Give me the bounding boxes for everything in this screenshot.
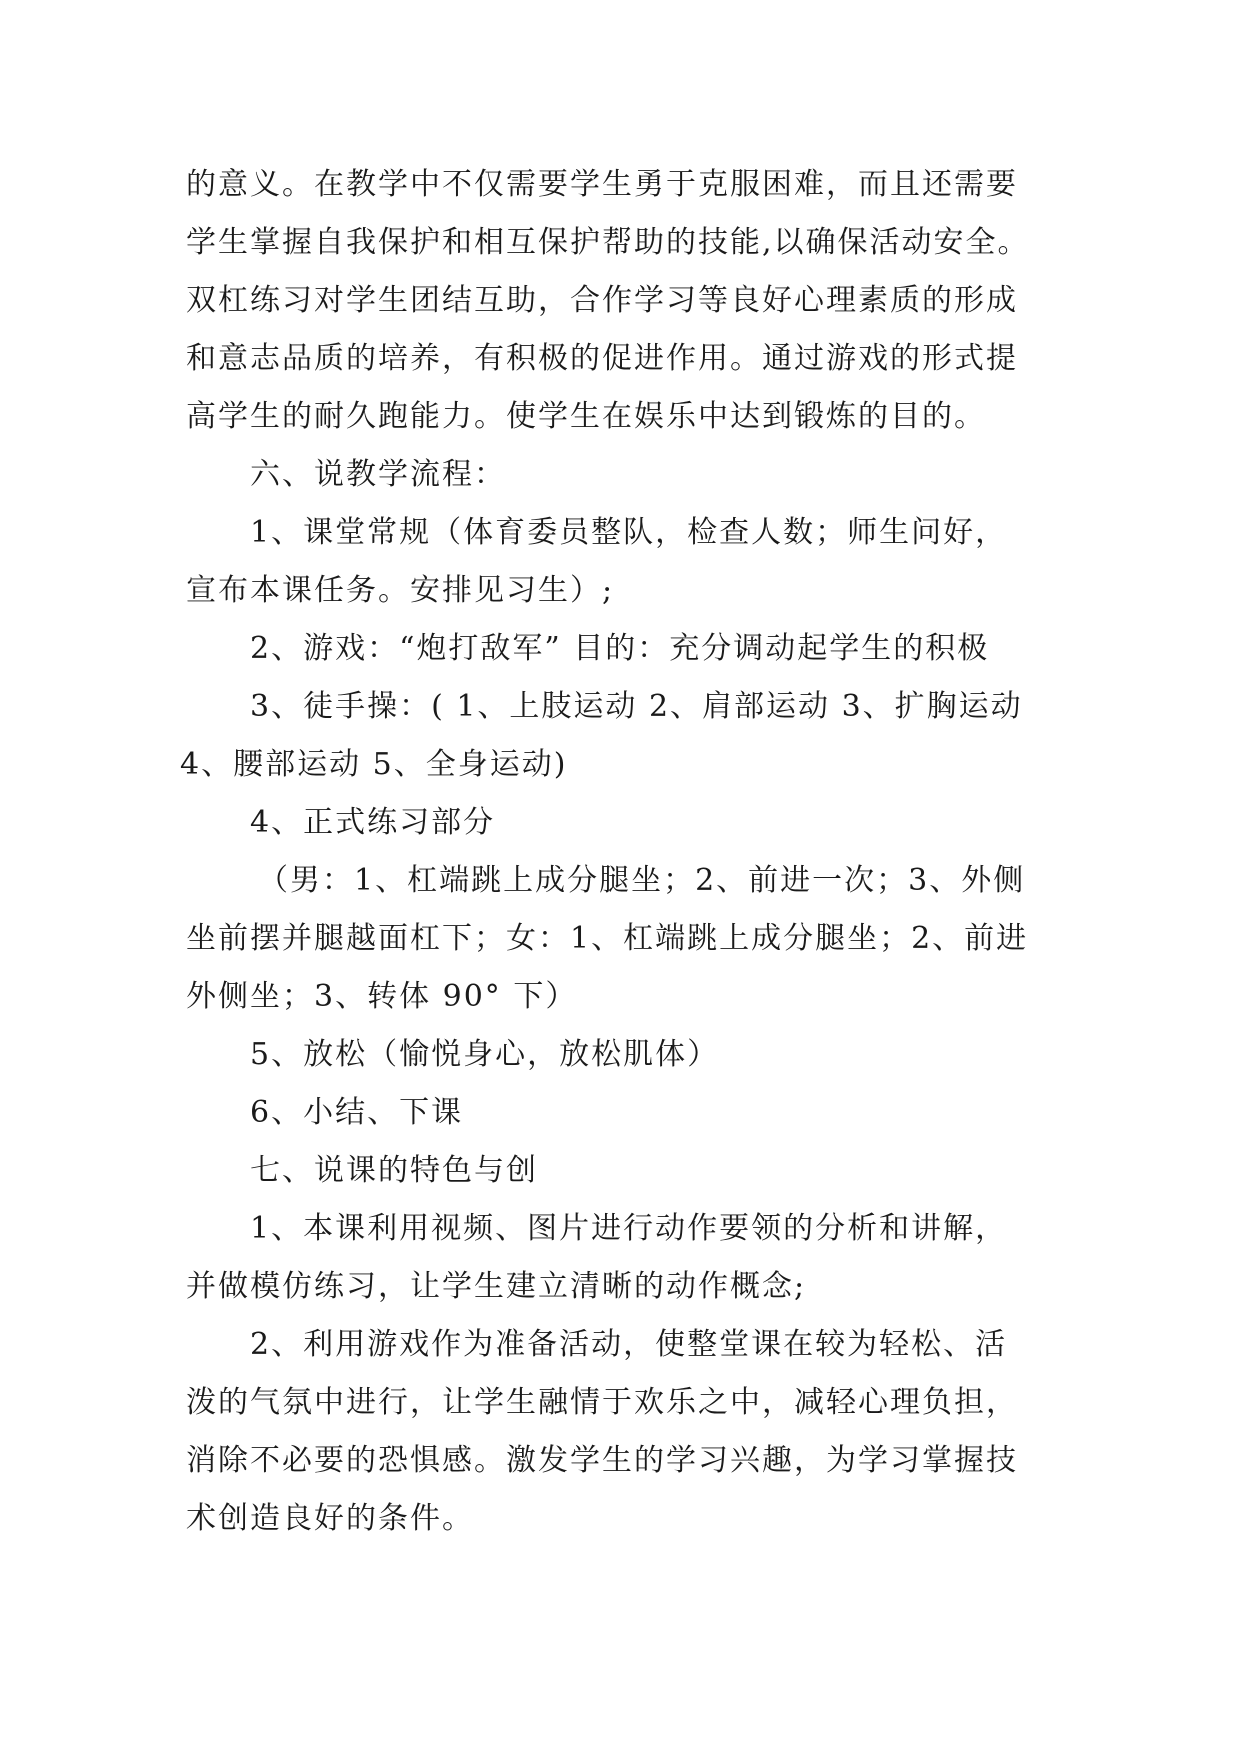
list-item-continuation: 宣布本课任务。安排见习生）; xyxy=(186,573,615,608)
list-item: 5、放松（愉悦身心，放松肌体） xyxy=(250,1037,720,1072)
list-item: 4、正式练习部分 xyxy=(250,805,496,840)
list-item-continuation: 消除不必要的恐惧感。激发学生的学习兴趣，为学习掌握技 xyxy=(186,1443,1018,1478)
list-item: 6、小结、下课 xyxy=(250,1095,464,1130)
paragraph-line: 的意义。在教学中不仅需要学生勇于克服困难，而且还需要 xyxy=(186,167,1018,202)
list-item: 2、游戏：“炮打敌军” 目的：充分调动起学生的积极 xyxy=(250,631,990,666)
list-item-continuation: 泼的气氛中进行，让学生融情于欢乐之中，减轻心理负担， xyxy=(186,1385,1018,1420)
list-item-continuation: 并做模仿练习，让学生建立清晰的动作概念; xyxy=(186,1269,807,1304)
list-item-continuation: 外侧坐；3、转体 90° 下） xyxy=(186,979,578,1014)
section-heading: 七、说课的特色与创 xyxy=(250,1153,538,1188)
list-item: 3、徒手操：( 1、上肢运动 2、肩部运动 3、扩胸运动 xyxy=(250,689,1023,724)
list-item-detail: （男：1、杠端跳上成分腿坐；2、前进一次；3、外侧 xyxy=(258,863,1026,898)
list-item: 2、利用游戏作为准备活动，使整堂课在较为轻松、活 xyxy=(250,1327,1008,1362)
list-item-continuation: 术创造良好的条件。 xyxy=(186,1501,474,1536)
list-item: 1、本课利用视频、图片进行动作要领的分析和讲解， xyxy=(250,1211,1008,1246)
list-item-continuation: 4、腰部运动 5、全身运动) xyxy=(180,747,568,782)
paragraph-line: 高学生的耐久跑能力。使学生在娱乐中达到锻炼的目的。 xyxy=(186,399,986,434)
paragraph-line: 双杠练习对学生团结互助，合作学习等良好心理素质的形成 xyxy=(186,283,1018,318)
document-body xyxy=(180,156,1106,1548)
paragraph-line: 和意志品质的培养，有积极的促进作用。通过游戏的形式提 xyxy=(186,341,1018,376)
paragraph-line: 学生掌握自我保护和相互保护帮助的技能,以确保活动安全。 xyxy=(186,225,1030,260)
section-heading: 六、说教学流程： xyxy=(250,457,506,492)
list-item-continuation: 坐前摆并腿越面杠下；女：1、杠端跳上成分腿坐；2、前进 xyxy=(186,921,1029,956)
list-item: 1、课堂常规（体育委员整队，检查人数；师生问好， xyxy=(250,515,1008,550)
